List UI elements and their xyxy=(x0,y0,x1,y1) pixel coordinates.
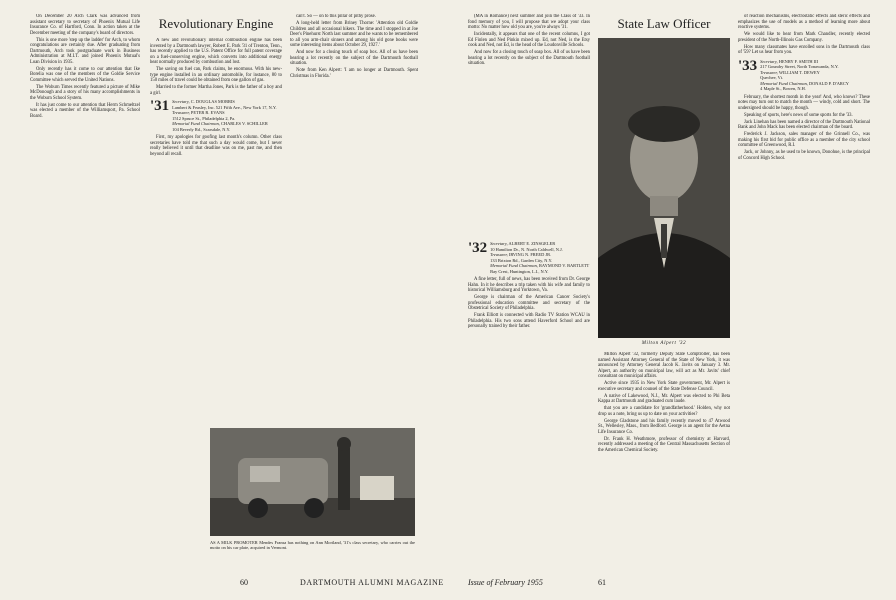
photo-caption xyxy=(210,540,415,551)
class-year: '32 xyxy=(468,240,488,256)
paragraph: February, the shortest month in the year! And, who knows? These notes may turn out to match the month — windy, cold and short. The undersigned should be happy, though. xyxy=(738,94,870,111)
paragraph: And now for a closing touch of soap box. All of us have been hearing a lot recently on the subject of the Dartmouth football situation. xyxy=(290,50,418,66)
class-officers xyxy=(490,241,589,274)
portrait-photo xyxy=(598,38,730,338)
treasurer-address: 1512 Spruce St., Philadelphia 2, Pa. xyxy=(172,115,236,121)
heading-state-law-officer: State Law Officer xyxy=(617,16,711,31)
paragraph: Only recently has it come to our attention that Ike Borelia was one of the members of the Goldie Service Committee which served the United Nations. xyxy=(30,66,140,83)
treasurer-name: IRVING N. FREED JR. xyxy=(508,252,552,257)
caption-lead: AS A MILK PROMOTER xyxy=(210,540,258,545)
paragraph: Jack, or Johnny, as he used to be known, Donohue, is the principal of Concord High School. xyxy=(738,150,870,161)
treasurer-label: Treasurer, xyxy=(760,69,778,75)
class-officers xyxy=(760,59,849,92)
paragraph: The Woburn Times recently featured a picture of Mike McDonough and a story of his many accomplishments in the Woburn School System. xyxy=(30,84,140,101)
fund-name: DONALD P. D'ARCY xyxy=(808,80,849,86)
milk-promoter-photo xyxy=(210,428,415,536)
treasurer-name: WILLIAM T. DEWEY xyxy=(778,69,820,75)
right-column-1 xyxy=(468,14,590,236)
fund-name: RAYMOND V. BARTLETT xyxy=(538,263,590,268)
paragraph: It has just come to our attention that Herm Schmeltzel was elected a member of the Williamsport, Pa. School Board. xyxy=(30,102,140,119)
fund-address: 4 Maple St., Bowen, N.H. xyxy=(760,86,806,91)
secretary-name: C. DOUGLAS MORRIS xyxy=(190,99,235,104)
class-31-header xyxy=(150,99,282,132)
secretary-name: HENRY F. SMITH III xyxy=(778,58,819,64)
left-column-3 xyxy=(290,14,418,426)
paragraph: Frank Elliott is connected with Radio TV Station WCAU in Philadelphia. His two sons attend Haverford School and are personally trained by their father. xyxy=(468,313,590,329)
paragraph: On December 20 Arch Clark was advanced from assistant secretary to secretary of Phoenix Mutual Life Insurance Co. of Hartford, Conn. In action taken at the December meeting of the company's board of directors. xyxy=(30,14,140,36)
magazine-title: DARTMOUTH ALUMNI MAGAZINE xyxy=(300,578,444,587)
paragraph: can't. So — on to this pillar of pithy prose. xyxy=(296,14,376,19)
paragraph: that you are a candidate for 'grandfatherhood.' Holden, why not drop us a note, bring us up to date on your activities? xyxy=(598,406,730,417)
portrait-image xyxy=(598,38,730,338)
right-column-1-lower xyxy=(468,238,590,570)
right-column-3 xyxy=(738,14,870,570)
paragraph: A long-held letter from Briney Thorne: 'Attention old Goldie Children and all occasional hikers. The time and I stopped in at Joe Deer's Pinehurst North last summer and he wants to be remembered to all you arm-chair sinners and among his old gone books were some interesting items about October 29, 1927.' xyxy=(290,21,418,48)
secretary-address: Lambert & Feasley, Inc. 521 Fifth Ave., New York 17, N.Y. xyxy=(172,104,277,110)
paragraph: George is chairman of the American Cancer Society's professional education committee and secretary of the Obstetrical Society of Philadelphia. xyxy=(468,295,590,311)
paragraph: Milton Alpert '32, formerly Deputy State Comptroller, has been named Assistant Attorney General of the State of New York, it was announced by Attorney General Jacob K. Javits on January 3. Mr. Alpert, an authority on municipal law, will act as Mr. Javits' chief consultant on municipal affairs. xyxy=(598,352,730,379)
class-year: '33 xyxy=(738,57,758,74)
treasurer-label: Treasurer, xyxy=(172,110,190,115)
secretary-label: Secretary, xyxy=(490,241,508,246)
class-officers xyxy=(172,99,276,132)
fund-label: Memorial Fund Chairman, xyxy=(760,80,808,86)
paragraph: A fine letter, full of news, has been received from Dr. George Hahn. In it he describes a trip taken with his wife and family to historical Williamsburg and Yorktown, Va. xyxy=(468,277,590,293)
paragraph: Frederick J. Jackson, sales manager of the Grinnell Co., was making his first bid for public office as a member of the city school committee of Greenwood, R.I. xyxy=(738,132,870,148)
class-33-header xyxy=(738,59,870,92)
fund-address: 104 Beverly Rd., Scarsdale, N.Y. xyxy=(172,126,231,132)
treasurer-address: 133 Brixton Rd., Garden City, N.Y. xyxy=(490,257,553,263)
portrait-caption: Milton Alpert '32 xyxy=(641,341,687,346)
fund-label: Memorial Fund Chairman, xyxy=(490,263,538,268)
issue-date: Issue of February 1955 xyxy=(468,578,543,587)
treasurer-label: Treasurer, xyxy=(490,252,508,257)
right-column-2 xyxy=(598,352,730,570)
secretary-label: Secretary, xyxy=(172,99,190,104)
class-year: '31 xyxy=(150,98,170,114)
paragraph: The saving on fuel can, Park claims, be enormous. With his new-type engine installed in an ordinary automobile, for instance, 80 to 150 miles of travel could be obtained from one gallon of gas. xyxy=(150,67,282,83)
caption-text: Mendes Fransa has nothing on Ann Mortland, '31's class secretary, who carries out the motto on his car plate, acquired in Vermont. xyxy=(210,540,415,551)
milk-promoter-image xyxy=(210,428,415,536)
fund-address: Bay Crest, Huntington, L.I., N.Y. xyxy=(490,268,549,274)
paragraph: Incidentally, it appears that one of the recent columns, I got Ed Finlen and Ned Pinkin mixed up. Ed, not Ned, is the Etsy cook and Ned, not Ed, is the head of the Loudonville Schools. xyxy=(468,32,590,48)
right-page-number: 61 xyxy=(598,578,606,587)
paragraph: How many classmates have enrolled sons in the Dartmouth class of '59? Let us hear from you. xyxy=(738,44,870,55)
paragraph: George Gladstone and his family recently moved to 47 Atwood St., Wellesley, Mass., from Bedford. George is an agent for the Aetna Life Insurance Co. xyxy=(598,418,730,435)
paragraph: Dr. Frank H. Weathmore, professor of chemistry at Harvard, recently addressed a meeting of the Central Massachusetts Section of the American Chemical Society. xyxy=(598,436,730,453)
paragraph: We would like to hear from Mark Chandler, recently elected president of the North-Illinois Gas Company. xyxy=(738,32,870,43)
secretary-label: Secretary, xyxy=(760,58,778,64)
left-column-1 xyxy=(30,14,140,570)
paragraph: Jack Linehan has been named a director of the Dartmouth National Bank and John Mack has been elected chairman of the board. xyxy=(738,119,870,130)
secretary-address: 10 Hamilton Dr., N. North Caldwell, N.J. xyxy=(490,246,563,252)
secretary-name: ALBERT E. ZINSGELER xyxy=(508,241,556,246)
class-32-header xyxy=(468,241,590,274)
fund-name: CHARLES V. SCHILLER xyxy=(220,121,268,126)
right-page xyxy=(448,0,896,600)
treasurer-name: PETER R. EVANS xyxy=(190,110,225,115)
paragraph: A native of Lakewood, N.J., Mr. Alpert was elected to Phi Beta Kappa at Dartmouth and graduated cum laude. xyxy=(598,393,730,404)
paragraph: A new and revolutionary internal combustion engine has been invented by a Dartmouth lawyer, Robert E. Park '31 of Trenton, Tenn., has recently applied to the U.S. Patent Office for full patent coverage on a fuel-conserving engine, which converts into additional energy heat normally produced by combustion and lost. xyxy=(150,38,282,65)
paragraph: Active since 1935 in New York State government, Mr. Alpert is executive secretary and counsel of the State Defense Council. xyxy=(598,381,730,392)
paragraph: Married to the former Martha Jones, Park is the father of a boy and a girl. xyxy=(150,85,282,96)
heading-revolutionary-engine: Revolutionary Engine xyxy=(158,16,274,31)
left-page-number: 60 xyxy=(240,578,248,587)
secretary-address: 217 Goundry Street, North Tonawanda, N.Y. xyxy=(760,64,839,69)
paragraph: of reaction mechanisms, electrostatic effects and steric effects and emphasizes the use of models as a method of learning more about reactive systems. xyxy=(738,14,870,30)
paragraph: First, my apologies for goofing last month's column. Other class secretaries have told me that such a day would come, but I never really believed it until that deadline was on me, past me, and then beyond all recall. xyxy=(150,135,282,157)
paragraph: Note from Ken Alpert: 'I am no longer at Dartmouth. Spent Christmas in Florida.' xyxy=(290,68,418,79)
paragraph: Speaking of sports, here's news of some sports for the '33. xyxy=(744,112,853,118)
paragraph: This is one more 'step up the ladder' for Arch, to whom congratulations are certainly due. After graduating from Dartmouth, Arch took postgraduate work in Business Administration at M.I.T. and joined Phoenix Mutual's Loan Division in 1935. xyxy=(30,37,140,65)
paragraph: (MA in Romance) next summer and join the Class of '33. In fond memory of you, I will propose that we adopt your class motto: No matter how old you are, you're always '31. xyxy=(468,14,590,30)
paragraph: And now for a closing touch of soap box. All of us have been hearing a lot recently on the subject of the Dartmouth football situation. xyxy=(468,50,590,66)
treasurer-address: Quechee, Vt. xyxy=(760,75,784,80)
fund-label: Memorial Fund Chairman, xyxy=(172,121,220,126)
